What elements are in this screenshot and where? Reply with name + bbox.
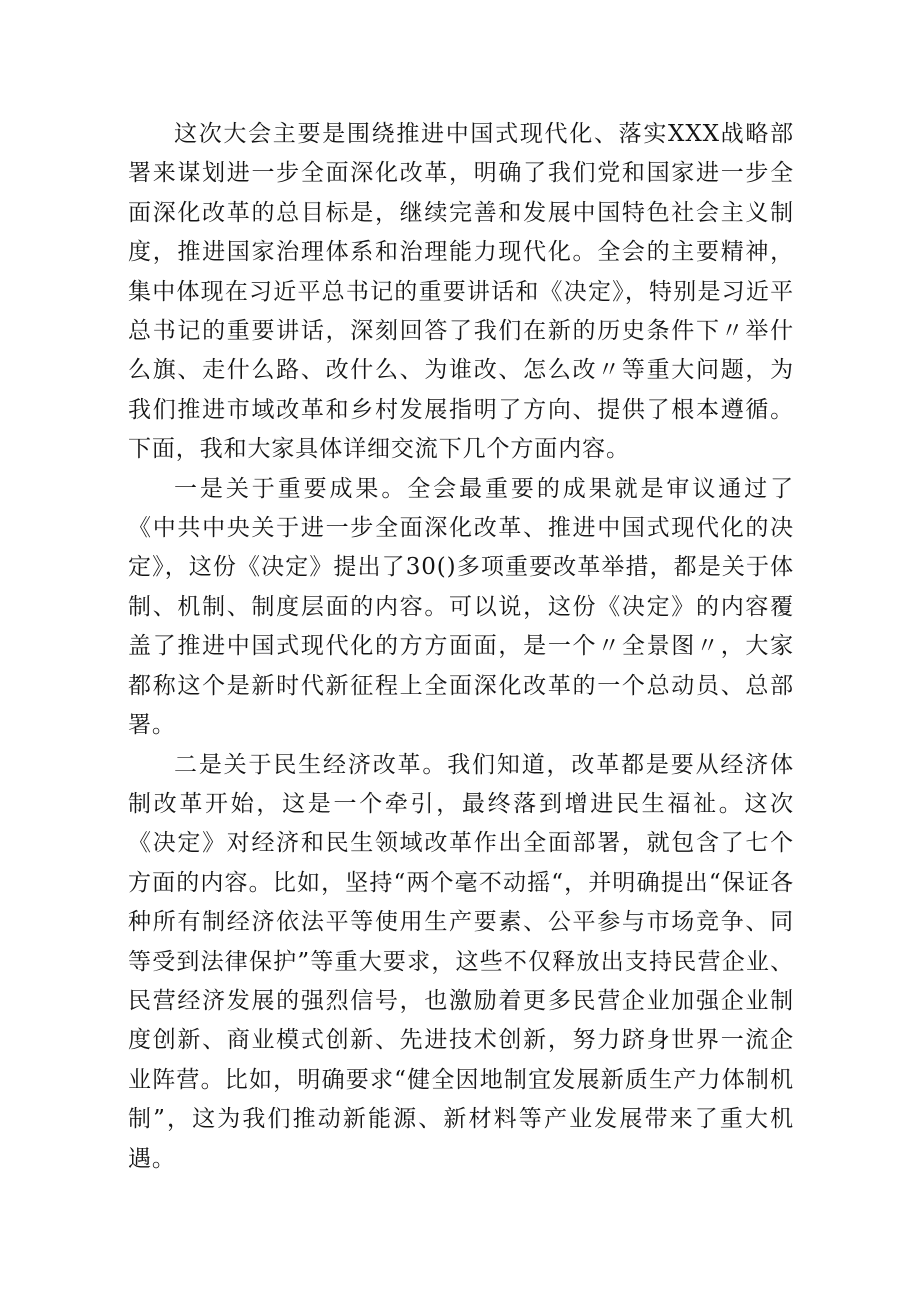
paragraph-important-results: 一是关于重要成果。全会最重要的成果就是审议通过了《中共中央关于进一步全面深化改革、推进中国式现代化的决定》，这份《决定》提出了30()多项重要改革举措，都是关于体制、机制、制度层面的内容。可以说，这份《决定》的内容覆盖了推进中国式现代化的方方面面，是一个〃全景图〃，大家都称这个是新时代新征程上全面深化改革的一个总动员、总部署。 [128,475,794,739]
paragraph-intro: 这次大会主要是围绕推进中国式现代化、落实XXX战略部署来谋划进一步全面深化改革，明确了我们党和国家进一步全面深化改革的总目标是，继续完善和发展中国特色社会主义制度，推进国家治理体系和治理能力现代化。全会的主要精神，集中体现在习近平总书记的重要讲话和《决定》，特别是习近平总书记的重要讲话，深刻回答了我们在新的历史条件下〃举什么旗、走什么路、改什么、为谁改、怎么改〃等重大问题，为我们推进市域改革和乡村发展指明了方向、提供了根本遵循。下面，我和大家具体详细交流下几个方面内容。 [128,121,794,463]
paragraph-livelihood-economic-reform: 二是关于民生经济改革。我们知道，改革都是要从经济体制改革开始，这是一个牵引，最终落到增进民生福祉。这次《决定》对经济和民生领域改革作出全面部署，就包含了七个方面的内容。比如，坚持“两个毫不动摇“，并明确提出“保证各种所有制经济依法平等使用生产要素、公平参与市场竞争、同等受到法律保护”等重大要求，这些不仅释放出支持民营企业、民营经济发展的强烈信号，也激励着更多民营企业加强企业制度创新、商业模式创新、先进技术创新，努力跻身世界一流企业阵营。比如，明确要求“健全因地制宜发展新质生产力体制机制”，这为我们推动新能源、新材料等产业发展带来了重大机遇。 [128,751,794,1172]
document-body [128,115,794,1179]
